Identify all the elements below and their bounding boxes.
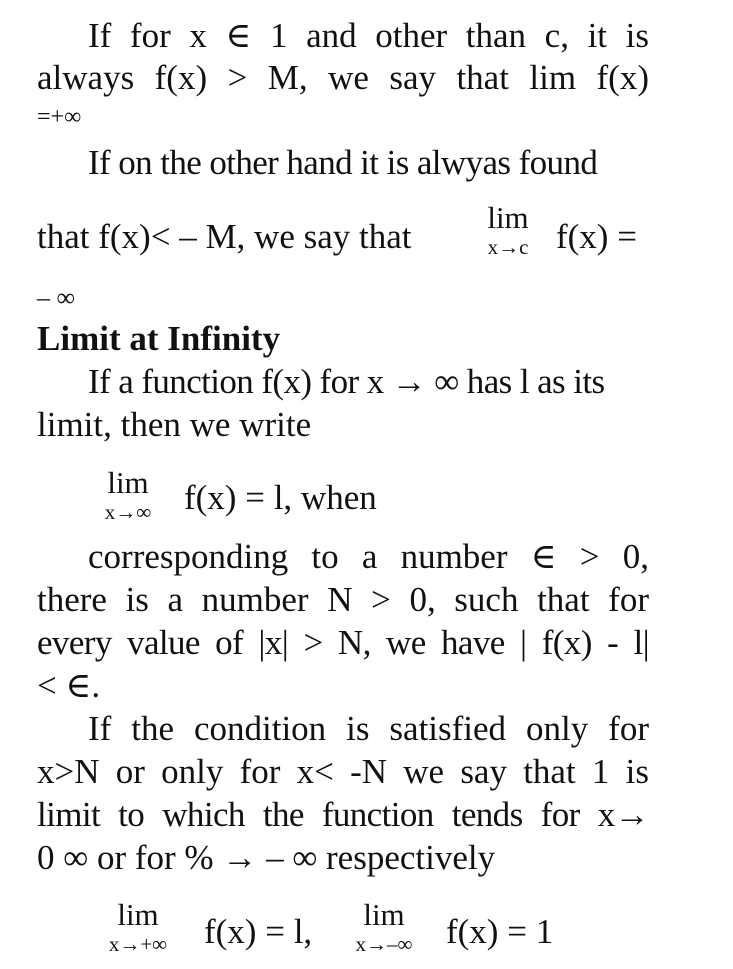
paragraph-4-line-2: there is a number N > 0, such that for xyxy=(37,580,649,619)
paragraph-2-line-3: – ∞ xyxy=(37,283,76,312)
limit-notation-x-to-plus-infinity xyxy=(92,898,184,956)
limit-notation-x-to-minus-infinity xyxy=(338,898,430,956)
equation-2-rest-2: f(x) = 1 xyxy=(446,912,554,951)
paragraph-1-line-2: always f(x) > M, we say that lim f(x) xyxy=(37,58,649,97)
paragraph-4-line-3: every value of |x| > N, we have | f(x) - l| xyxy=(37,623,649,662)
lim-label: lim xyxy=(363,897,405,932)
paragraph-1-line-1: If for x ∈ 1 and other than c, it is xyxy=(88,16,649,55)
paragraph-3-line-2: limit, then we write xyxy=(37,405,312,444)
equation-2-rest-1: f(x) = l, xyxy=(204,912,313,951)
lim-label: lim xyxy=(107,465,149,500)
lim-label: lim xyxy=(487,200,529,235)
lim-subscript: x→∞ xyxy=(104,500,152,524)
equation-1-rest: f(x) = l, when xyxy=(184,478,377,517)
paragraph-4-line-4: < ∈. xyxy=(37,666,101,705)
lim-subscript: x→+∞ xyxy=(108,932,168,956)
paragraph-4-line-1: corresponding to a number ∈ > 0, xyxy=(88,537,649,576)
paragraph-2-line-2a: that f(x)< – M, we say that xyxy=(37,217,412,256)
paragraph-2-line-1: If on the other hand it is alwyas found xyxy=(88,143,598,182)
paragraph-3-line-1: If a function f(x) for x → ∞ has l as its xyxy=(88,362,605,401)
lim-subscript: x→–∞ xyxy=(355,932,413,956)
paragraph-5-line-2: x>N or only for x< -N we say that 1 is xyxy=(37,752,649,791)
paragraph-5-line-1: If the condition is satisfied only for xyxy=(88,709,649,748)
lim-label: lim xyxy=(117,897,159,932)
paragraph-2-line-2b: f(x) = xyxy=(556,217,637,256)
paragraph-1-line-3: =+∞ xyxy=(37,104,82,130)
section-heading: Limit at Infinity xyxy=(37,319,281,358)
limit-notation-x-to-c xyxy=(476,201,540,259)
paragraph-5-line-4: 0 ∞ or for % → – ∞ respectively xyxy=(37,838,496,877)
lim-subscript: x→c xyxy=(487,235,529,259)
paragraph-5-line-3: limit to which the function tends for x→ xyxy=(37,795,649,834)
limit-notation-x-to-infinity xyxy=(92,466,164,524)
